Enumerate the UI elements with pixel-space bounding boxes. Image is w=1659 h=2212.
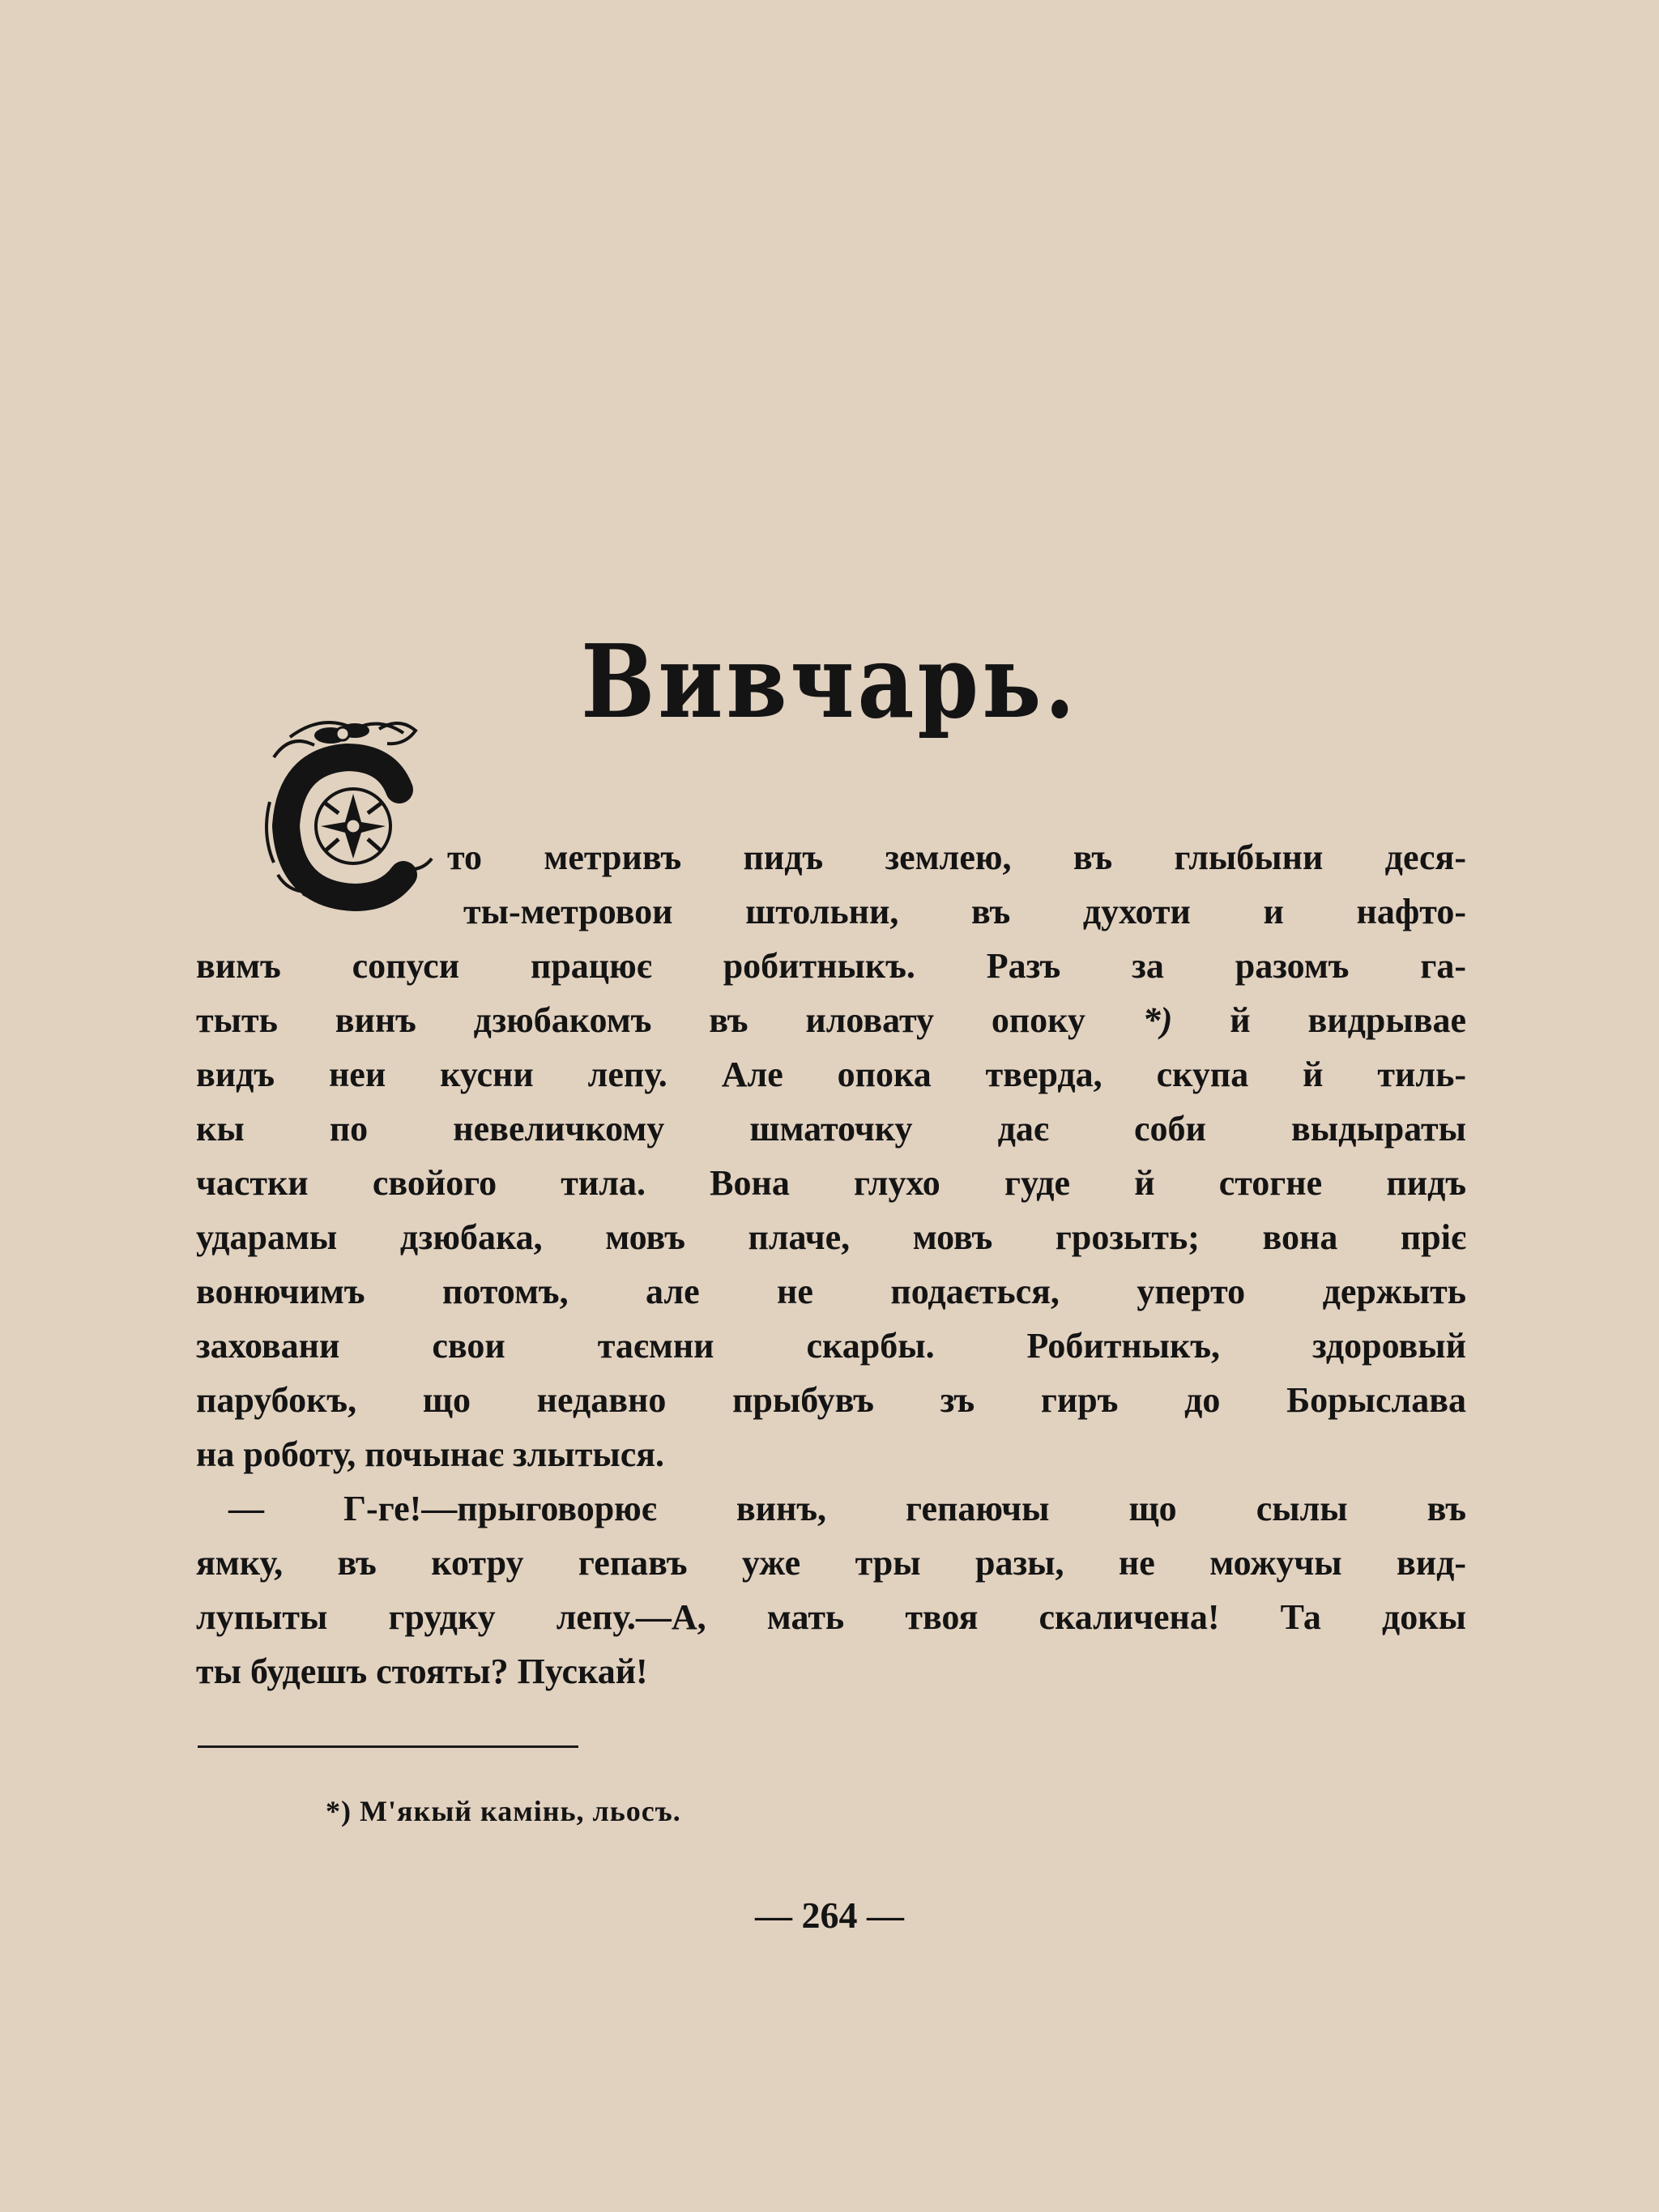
text-line: кы по невеличкому шматочку дає соби выдыраты [196, 1109, 1466, 1149]
dialog-line: лупыты грудку лепу.—А, мать твоя скаличена! Та докы [196, 1597, 1466, 1637]
footnote-divider [198, 1745, 578, 1748]
text-line: заховани свои таємни скарбы. Робитныкъ, здоровый [196, 1326, 1466, 1366]
main-text [196, 830, 1466, 1698]
text-line: парубокъ, що недавно прыбувъ зъ гиръ до Борыслава [196, 1380, 1466, 1420]
footnote-reference: *) [1142, 1000, 1173, 1040]
text-line: вимъ сопуси працює робитныкъ. Разъ за разомъ га- [196, 946, 1466, 986]
text-line: частки свойого тила. Вона глухо гуде й стогне пидъ [196, 1163, 1466, 1203]
page-number: — 264 — [755, 1894, 904, 1936]
text-segment: тыть винъ дзюбакомъ въ иловату опоку [196, 1000, 1085, 1040]
text-line: ты-метровои штольни, въ духоти и нафто- [463, 892, 1466, 931]
text-line: на роботу, почынає злытыся. [196, 1434, 665, 1474]
text-line: то метривъ пидъ землею, въ глыбыни деся- [447, 837, 1466, 877]
footnote: *) М'якый камінь, льосъ. [326, 1795, 681, 1827]
text-line: ударамы дзюбака, мовъ плаче, мовъ грозыть; вона пріє [196, 1217, 1466, 1257]
dialog-line: ты будешъ стояты? Пускай! [196, 1652, 648, 1691]
dialog-line: ямку, въ котру гепавъ уже тры разы, не можучы вид- [196, 1543, 1466, 1583]
text-line: вонючимъ потомъ, але не подається, уперто держыть [196, 1272, 1466, 1311]
text-line-with-footnote [196, 993, 1466, 1047]
dialog-line: — Г-ге!—прыговорює винъ, гепаючы що сылы въ [228, 1489, 1466, 1528]
text-line: видъ неи кусни лепу. Але опока тверда, скупа й тиль- [196, 1055, 1466, 1094]
text-segment: й видрывае [1230, 1000, 1466, 1040]
chapter-title: Вивчарь. [581, 624, 1078, 741]
